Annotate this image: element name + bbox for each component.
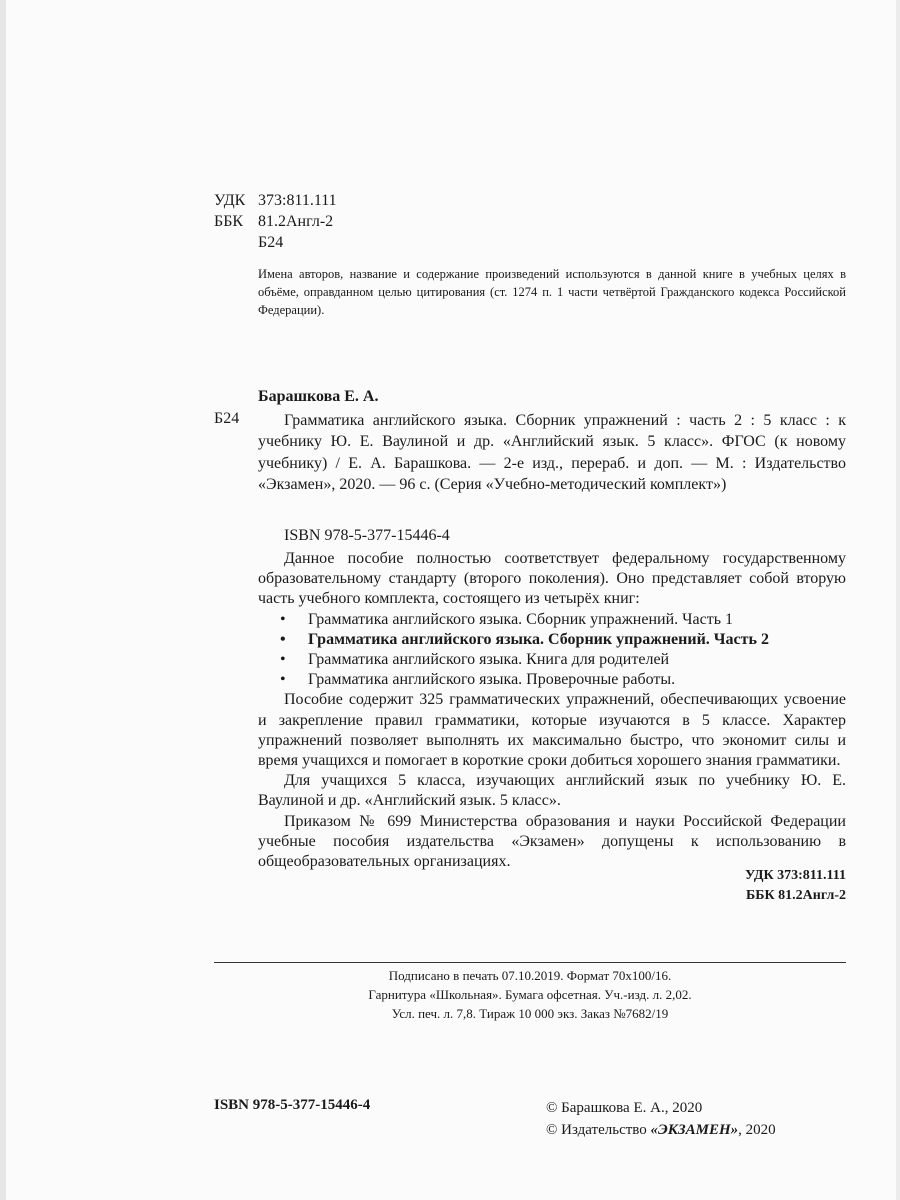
bbk-label: ББК	[214, 213, 244, 230]
list-item: • Грамматика английского языка. Проверочные работы.	[258, 670, 846, 690]
publisher-brand: «ЭКЗАМЕН»	[650, 1122, 739, 1138]
page-right-edge	[896, 0, 900, 1200]
list-item: • Грамматика английского языка. Сборник упражнений. Часть 1	[258, 610, 846, 630]
isbn-bottom: ISBN 978-5-377-15446-4	[214, 1097, 371, 1113]
author-mark: Б24	[258, 234, 284, 251]
udk-bottom: УДК 373:811.111	[745, 868, 846, 883]
copyright-publisher: © Издательство «ЭКЗАМЕН», 2020	[546, 1122, 776, 1138]
page-left-edge	[0, 0, 6, 1200]
annotation-intro: Данное пособие полностью соответствует федеральному государственному образовательному стандарту (второго поколения). Оно представляет собой вторую часть учебного комплекта, состоящего из четырёх книг:	[258, 550, 846, 608]
copyright-author: © Барашкова Е. А., 2020	[546, 1100, 703, 1116]
bbk-bottom: ББК 81.2Англ-2	[745, 888, 846, 903]
imprint-line: Усл. печ. л. 7,8. Тираж 10 000 экз. Заказ №7682/19	[391, 1006, 669, 1021]
imprint-line: Гарнитура «Школьная». Бумага офсетная. Уч.-изд. л. 2,02.	[368, 987, 692, 1002]
bbk-value: 81.2Англ-2	[258, 213, 334, 230]
annotation-audience: Для учащихся 5 класса, изучающих английский язык по учебнику Ю. Е. Ваулиной и др. «Английский язык. 5 класс».	[258, 772, 846, 810]
annotation	[258, 549, 846, 872]
copyright-lines	[546, 1097, 776, 1141]
bullet: •	[280, 651, 286, 669]
classification-bottom	[640, 866, 846, 906]
notice-text: Имена авторов, название и содержание произведений используются в данной книге в учебных целях в объёме, оправданном целью цитирования (ст. 1274 п. 1 части четвёртой Гражданского кодекса Российской Федерации).	[258, 267, 846, 317]
divider	[214, 962, 846, 963]
isbn-line: ISBN 978-5-377-15446-4	[284, 527, 450, 544]
imprint-line: Подписано в печать 07.10.2019. Формат 70х100/16.	[388, 968, 672, 983]
library-code: Б24	[214, 410, 240, 427]
udk-value: 373:811.111	[258, 192, 337, 209]
author-name: Барашкова Е. А.	[258, 388, 379, 405]
copyright-notice	[258, 265, 846, 319]
list-item-current: • Грамматика английского языка. Сборник упражнений. Часть 2	[258, 630, 846, 650]
annotation-content: Пособие содержит 325 грамматических упражнений, обеспечивающих усвоение и закрепление правил грамматики, которые изучаются в 5 классе. Характер упражнений позволяет выполнять их максимально быстро, что экономит силы и время учащихся и помогает в короткие сроки добиться хорошего знания грамматики.	[258, 691, 846, 770]
classification-block	[214, 190, 337, 253]
bullet: •	[280, 671, 286, 689]
imprint	[214, 966, 846, 1023]
bibliographic-description: Грамматика английского языка. Сборник упражнений : часть 2 : 5 класс : к учебнику Ю. Е. Ваулиной и др. «Английский язык. 5 класс». ФГОС (к новому учебнику) / Е. А. Барашкова. — 2-е изд., перераб. и доп. — М. : Издательство «Экзамен», 2020. — 96 с. (Серия «Учебно-методический комплект»)	[258, 412, 846, 493]
list-item: • Грамматика английского языка. Книга для родителей	[258, 650, 846, 670]
book-list	[258, 610, 846, 691]
annotation-approval: Приказом № 699 Министерства образования и науки Российской Федерации учебные пособия издательства «Экзамен» допущены к использованию в общеобразовательных организациях.	[258, 812, 846, 871]
udk-label: УДК	[214, 192, 246, 209]
bullet: •	[280, 630, 286, 648]
bullet: •	[280, 610, 286, 628]
